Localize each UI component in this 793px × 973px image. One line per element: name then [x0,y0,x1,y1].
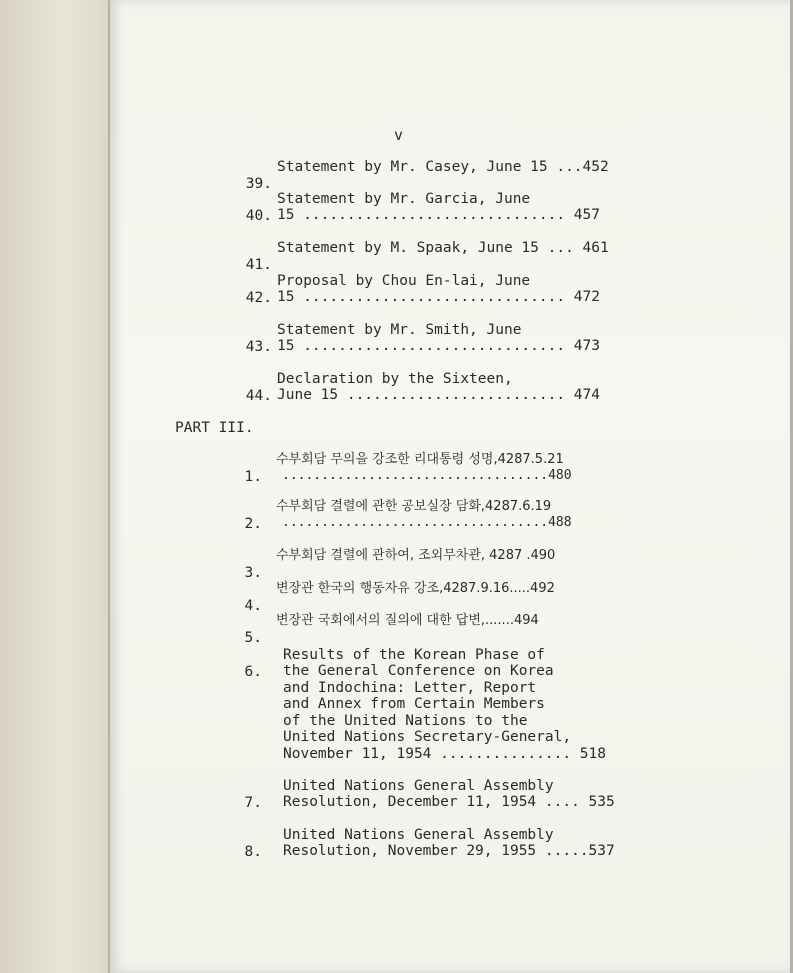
entry-number: 39. [245,175,272,192]
entry-number: 40. [245,207,272,224]
entry-number: 8. [244,843,262,860]
entry-line: 15 .............................. 457 [277,207,601,223]
entry-line: Proposal by Chou En-lai, June [277,273,531,289]
entry-line: ..................................480 [282,468,572,483]
entry-number: 5. [244,629,262,646]
entry-line: 변장관 한국의 행동자유 강조,4287.9.16.....492 [276,581,555,596]
entry-number: 41. [245,256,272,273]
entry-line: Statement by M. Spaak, June 15 ... 461 [277,240,609,256]
entry-line: ..................................488 [282,515,572,530]
entry-line: Results of the Korean Phase of [283,647,545,663]
entry-line: 15 .............................. 473 [277,338,601,354]
entry-line: Statement by Mr. Garcia, June [277,191,531,207]
entry-number: 6. [244,663,262,680]
page-number: v [394,126,404,144]
entry-number: 3. [244,564,262,581]
entry-number: 1. [244,468,262,485]
facing-page-edge [0,0,109,973]
entry-line: Statement by Mr. Casey, June 15 ...452 [277,159,609,175]
entry-line: Resolution, November 29, 1955 .....537 [283,843,615,859]
entry-line: and Indochina: Letter, Report [283,680,537,696]
entry-line: 수부회담 결렬에 관하여, 조외무차관, 4287 .490 [276,548,556,563]
entry-line: 변장관 국회에서의 질의에 대한 답변,.......494 [276,613,539,628]
entry-number: 4. [244,597,262,614]
entry-line: Declaration by the Sixteen, [277,371,513,387]
entry-line: of the United Nations to the [283,713,528,729]
entry-line: the General Conference on Korea [283,663,554,679]
entry-number: 43. [245,338,272,355]
entry-line: Resolution, December 11, 1954 .... 535 [283,794,615,810]
entry-line: Statement by Mr. Smith, June [277,322,522,338]
entry-line: United Nations General Assembly [283,827,554,843]
entry-line: United Nations Secretary-General, [283,729,572,745]
entry-line: 15 .............................. 472 [277,289,601,305]
entry-number: 44. [245,387,272,404]
entry-line: and Annex from Certain Members [283,696,545,712]
entry-line: June 15 ......................... 474 [277,387,601,403]
entry-number: 2. [244,515,262,532]
entry-number: 7. [244,794,262,811]
entry-line: November 11, 1954 ............... 518 [283,746,607,762]
entry-line: 수부회담 무의을 강조한 리대통령 성명,4287.5.21 [276,452,564,467]
part-heading: PART III. [175,420,254,436]
entry-line: 수부회담 결렬에 관한 공보실장 담화,4287.6.19 [276,499,552,514]
entry-number: 42. [245,289,272,306]
toc-entry-p3-8 [218,827,615,893]
entry-line: United Nations General Assembly [283,778,554,794]
